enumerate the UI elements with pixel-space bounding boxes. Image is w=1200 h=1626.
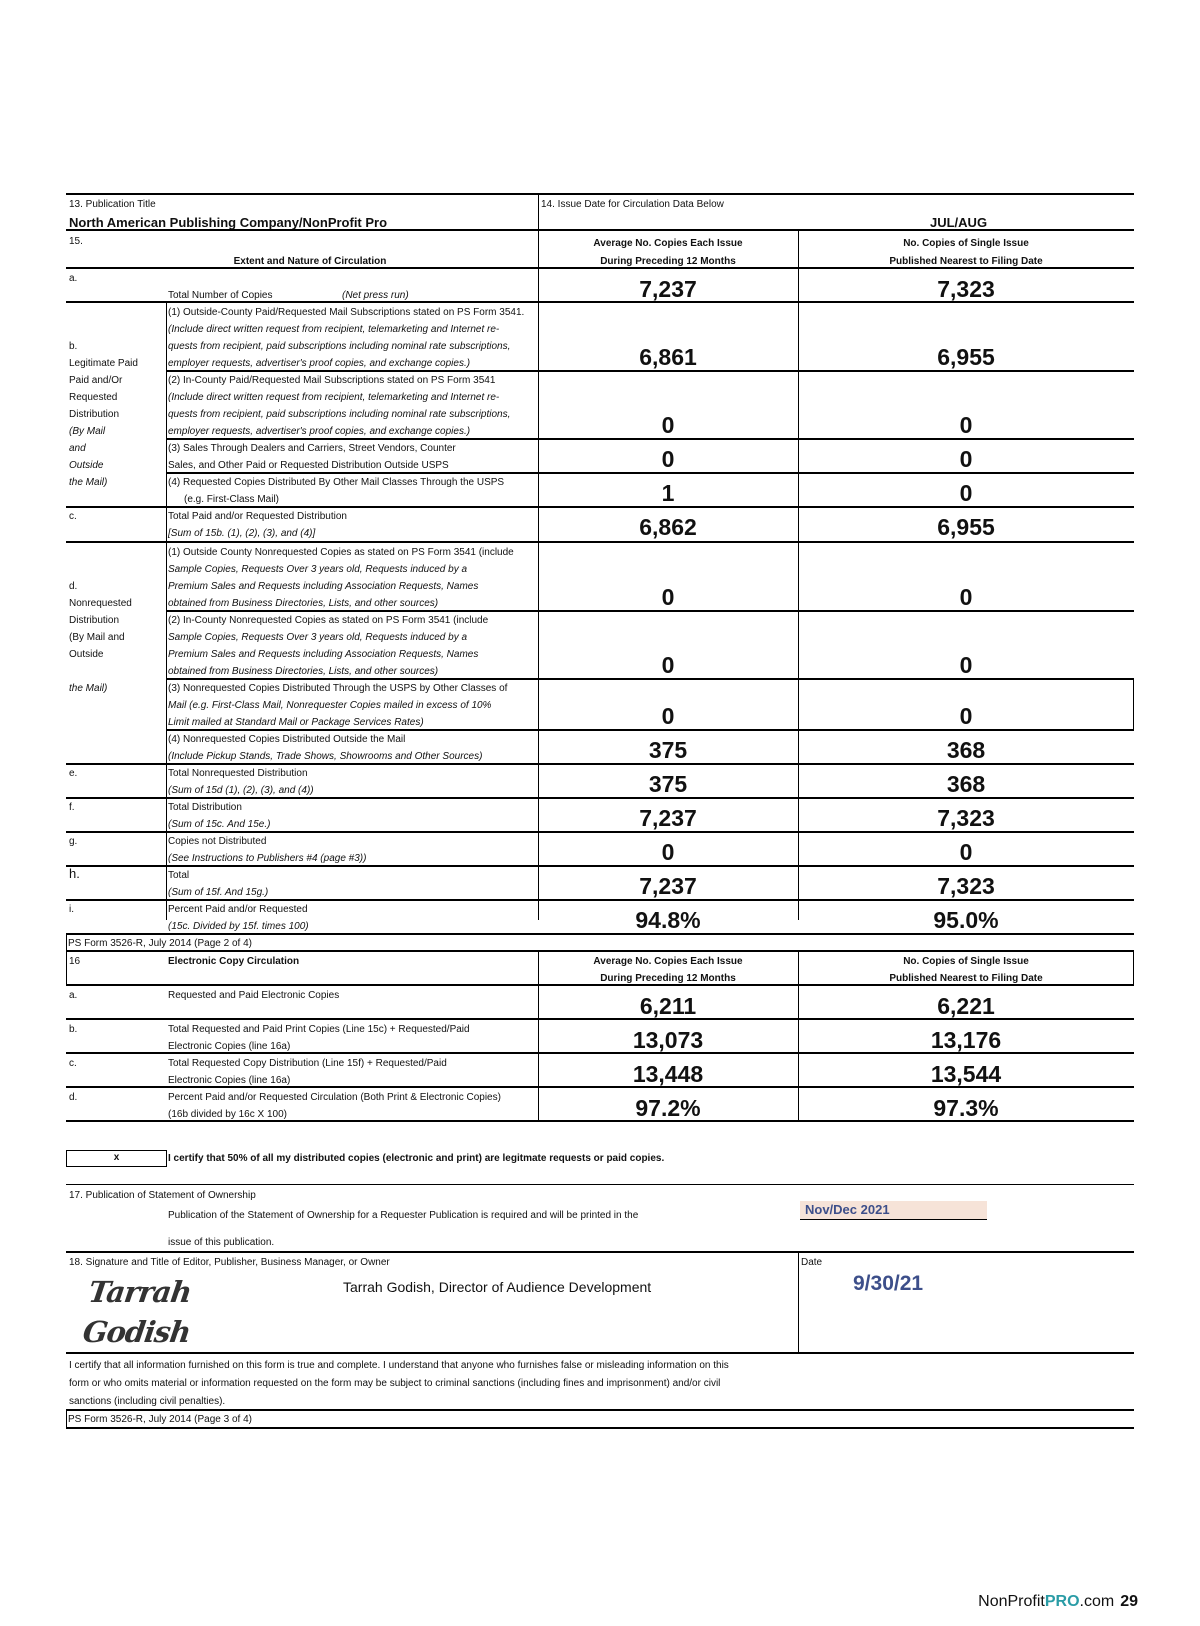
page-3-footer: PS Form 3526-R, July 2014 (Page 3 of 4) xyxy=(68,1414,252,1425)
row-border xyxy=(66,1409,1134,1411)
e-single-header-1: No. Copies of Single Issue xyxy=(903,956,1029,967)
e-avg-header-1: Average No. Copies Each Issue xyxy=(593,956,743,967)
ownership-text-1: Publication of the Statement of Ownership for a Requester Publication is required and will be printed in the xyxy=(168,1210,639,1221)
row-d-side: Distribution xyxy=(69,615,120,626)
e-row-b-single: 13,176 xyxy=(930,1027,1002,1053)
row-c-text: Total Paid and/or Requested Distribution [Sum of 15b. (1), (2), (3), and (4)] xyxy=(168,511,347,539)
section-16-title: Electronic Copy Circulation xyxy=(168,956,300,967)
table-top-border xyxy=(66,193,1134,195)
row-d-side: Nonrequested xyxy=(69,598,132,609)
row-d-side: d. xyxy=(69,581,78,592)
row-border xyxy=(66,1184,1134,1185)
left-border xyxy=(66,1409,67,1427)
ownership-text-2: issue of this publication. xyxy=(168,1237,275,1248)
row-border xyxy=(66,984,1134,986)
row-border xyxy=(66,229,1134,231)
e-row-c-text: Total Requested Copy Distribution (Line 15f) + Requested/Paid Electronic Copies (line 16a) xyxy=(168,1058,447,1086)
pub-title-label: 13. Publication Title xyxy=(69,199,156,210)
e-row-d-single: 97.3% xyxy=(933,1095,999,1121)
row-g-letter: g. xyxy=(69,836,78,847)
row-b-side: Outside xyxy=(69,460,104,471)
page-footer xyxy=(978,1593,1138,1611)
e-row-c-avg: 13,448 xyxy=(632,1061,704,1087)
e-avg-header-2: During Preceding 12 Months xyxy=(600,973,736,984)
row-b2-single: 0 xyxy=(959,412,973,438)
row-d-side: the Mail) xyxy=(69,683,108,694)
row-border xyxy=(66,267,1134,269)
row-b-side: the Mail) xyxy=(69,477,108,488)
row-e-letter: e. xyxy=(69,768,78,779)
row-border xyxy=(66,1018,1134,1020)
pub-title-value: North American Publishing Company/NonProfit Pro xyxy=(69,215,388,230)
row-d-side: (By Mail and xyxy=(69,632,125,643)
row-d-side: Outside xyxy=(69,649,104,660)
row-a-single: 7,323 xyxy=(937,276,995,302)
row-d2-single: 0 xyxy=(959,652,973,678)
e-single-header-2: Published Nearest to Filing Date xyxy=(889,973,1043,984)
certify-checkbox[interactable]: x xyxy=(66,1150,167,1167)
row-d3-single: 0 xyxy=(959,703,973,729)
e-row-b-text: Total Requested and Paid Print Copies (Line 15c) + Requested/Paid Electronic Copies (line 16a) xyxy=(168,1024,470,1052)
row-b-side: and xyxy=(69,443,86,454)
row-h-single: 7,323 xyxy=(937,873,995,899)
row-border xyxy=(66,1120,1134,1122)
row-b4-avg: 1 xyxy=(661,480,675,506)
row-d2-text: (2) In-County Nonrequested Copies as stated on PS Form 3541 (include Sample Copies, Requests Over 3 years old, Requests induced by a Premium Sales and Requests including Association Requests, Names obtained from Business Directories, Lists, and other sources) xyxy=(168,615,489,677)
row-e-single: 368 xyxy=(946,771,986,797)
row-b3-text: (3) Sales Through Dealers and Carriers, Street Vendors, Counter Sales, and Other Paid or Requested Distribution Outside USPS xyxy=(168,443,456,471)
row-b-side: Legitimate Paid xyxy=(69,358,138,369)
issue-date-label: 14. Issue Date for Circulation Data Below xyxy=(541,199,724,210)
site-brand: PRO xyxy=(1044,1593,1080,1610)
signature-image: Tarrah Godish xyxy=(80,1275,194,1349)
issue-date-value: JUL/AUG xyxy=(930,215,988,230)
row-border xyxy=(66,1251,1134,1253)
section-16-number: 16 xyxy=(69,956,81,967)
row-c-avg: 6,862 xyxy=(639,514,697,540)
row-h-avg: 7,237 xyxy=(639,873,697,899)
row-f-letter: f. xyxy=(69,802,75,813)
row-d3-text: (3) Nonrequested Copies Distributed Through the USPS by Other Classes of Mail (e.g. First-Class Mail, Nonrequester Copies mailed in excess of 10% Limit mailed at Standard Mail or Package Services Rates) xyxy=(168,683,508,728)
row-f-avg: 7,237 xyxy=(639,805,697,831)
row-i-avg: 94.8% xyxy=(635,907,701,933)
row-h-text: Total (Sum of 15f. And 15g.) xyxy=(168,870,269,898)
row-b1-avg: 6,861 xyxy=(639,344,697,370)
single-header-2: Published Nearest to Filing Date xyxy=(889,256,1043,267)
page-2-footer: PS Form 3526-R, July 2014 (Page 2 of 4) xyxy=(68,938,252,949)
row-b4-text: (4) Requested Copies Distributed By Other Mail Classes Through the USPS (e.g. First-Class Mail) xyxy=(168,477,505,505)
left-border xyxy=(66,933,67,950)
row-b4-single: 0 xyxy=(959,480,973,506)
ownership-issue: Nov/Dec 2021 xyxy=(800,1201,987,1219)
e-row-c-letter: c. xyxy=(69,1058,77,1069)
row-border xyxy=(66,950,1134,952)
single-header-1: No. Copies of Single Issue xyxy=(903,238,1029,249)
row-b2-text: (2) In-County Paid/Requested Mail Subscriptions stated on PS Form 3541 (Include direct written request from recipient, telemarketing and Internet re- quests from recipient, paid subscriptions including nominal rate subscriptions, employer requests, advertiser's proof copies, and exchange copies.) xyxy=(168,375,511,437)
row-border xyxy=(66,1427,1134,1429)
site-name: NonProfit xyxy=(978,1593,1045,1610)
sig-date-divider xyxy=(798,1251,799,1352)
e-row-d-letter: d. xyxy=(69,1092,78,1103)
row-d2-avg: 0 xyxy=(661,652,675,678)
row-b1-single: 6,955 xyxy=(937,344,995,370)
row-d1-single: 0 xyxy=(959,584,973,610)
e-row-d-avg: 97.2% xyxy=(635,1095,701,1121)
row-d4-single: 368 xyxy=(946,737,986,763)
date-label: Date xyxy=(801,1257,823,1268)
signature-date: 9/30/21 xyxy=(853,1272,924,1295)
row-d1-avg: 0 xyxy=(661,584,675,610)
row-a-label: Total Number of Copies xyxy=(168,290,273,301)
row-d4-text: (4) Nonrequested Copies Distributed Outside the Mail (Include Pickup Stands, Trade Shows, Showrooms and Other Sources) xyxy=(168,734,483,762)
row-i-single: 95.0% xyxy=(933,907,999,933)
row-i-text: Percent Paid and/or Requested (15c. Divided by 15f. times 100) xyxy=(168,904,309,932)
e-row-a-letter: a. xyxy=(69,990,78,1001)
e-row-b-letter: b. xyxy=(69,1024,78,1035)
row-f-single: 7,323 xyxy=(937,805,995,831)
e-row-a-text: Requested and Paid Electronic Copies xyxy=(168,990,340,1001)
row-g-avg: 0 xyxy=(661,839,675,865)
e-row-a-avg: 6,211 xyxy=(639,993,697,1019)
row-c-single: 6,955 xyxy=(937,514,995,540)
row-g-single: 0 xyxy=(959,839,973,865)
signature-label: 18. Signature and Title of Editor, Publisher, Business Manager, or Owner xyxy=(69,1257,390,1268)
section-15-number: 15. xyxy=(69,236,83,247)
row-border xyxy=(66,1352,1134,1354)
row-b-side: b. xyxy=(69,341,78,352)
page-number: 29 xyxy=(1120,1593,1138,1610)
row-d1-text: (1) Outside County Nonrequested Copies as stated on PS Form 3541 (include Sample Copies, Requests Over 3 years old, Requests induced by a Premium Sales and Requests including Association Requests, Names obtained from Business Directories, Lists, and other sources) xyxy=(168,547,514,609)
site-tld: .com xyxy=(1079,1593,1115,1610)
avg-header-1: Average No. Copies Each Issue xyxy=(593,238,743,249)
row-b-side: Paid and/Or xyxy=(69,375,123,386)
e-row-b-avg: 13,073 xyxy=(632,1027,704,1053)
certify-text: I certify that 50% of all my distributed copies (electronic and print) are legitmate requests or paid copies. xyxy=(168,1153,665,1164)
row-d4-avg: 375 xyxy=(648,737,688,763)
row-g-text: Copies not Distributed (See Instructions to Publishers #4 (page #3)) xyxy=(168,836,367,864)
row-a-letter: a. xyxy=(69,273,78,284)
row-b2-avg: 0 xyxy=(661,412,675,438)
row-e-avg: 375 xyxy=(648,771,688,797)
extent-header: Extent and Nature of Circulation xyxy=(233,256,387,267)
row-border xyxy=(66,1052,1134,1054)
avg-header-2: During Preceding 12 Months xyxy=(600,256,736,267)
row-b3-single: 0 xyxy=(959,446,973,472)
penalty-text: I certify that all information furnished on this form is true and complete. I understand that anyone who furnishes false or misleading information on this form or who omits material or information requested on the form may be subject to criminal sanctions (including fines and imprisonment) and/or civil sanctions (including civil penalties). xyxy=(69,1360,729,1407)
row-b-side: (By Mail xyxy=(69,426,106,437)
ownership-label: 17. Publication of Statement of Ownership xyxy=(69,1190,256,1201)
row-border xyxy=(66,1086,1134,1088)
row-f-text: Total Distribution (Sum of 15c. And 15e.) xyxy=(168,802,271,830)
left-border xyxy=(66,950,67,984)
e-row-c-single: 13,544 xyxy=(930,1061,1002,1087)
header-divider xyxy=(538,193,539,229)
row-e-text: Total Nonrequested Distribution (Sum of 15d (1), (2), (3), and (4)) xyxy=(168,768,314,796)
row-a-note: (Net press run) xyxy=(342,290,409,301)
row-b-side: Requested xyxy=(69,392,118,403)
row-i-letter: i. xyxy=(69,904,74,915)
row-b3-avg: 0 xyxy=(661,446,675,472)
e-row-d-text: Percent Paid and/or Requested Circulation (Both Print & Electronic Copies) (16b divided by 16c X 100) xyxy=(168,1092,501,1120)
row-d3-avg: 0 xyxy=(661,703,675,729)
issue-underline xyxy=(800,1219,987,1220)
row-c-letter: c. xyxy=(69,511,77,522)
signer-name-title: Tarrah Godish, Director of Audience Development xyxy=(343,1279,652,1295)
row-h-letter: h. xyxy=(69,866,80,881)
row-b-side: Distribution xyxy=(69,409,120,420)
row-a-avg: 7,237 xyxy=(639,276,697,302)
row-b1-text: (1) Outside-County Paid/Requested Mail Subscriptions stated on PS Form 3541. (Include direct written request from recipient, telemarketing and Internet re- quests from recipient, paid subscriptions including nominal rate subscriptions, employer requests, advertiser's proof copies, and exchange copies.) xyxy=(168,307,525,369)
e-row-a-single: 6,221 xyxy=(937,993,995,1019)
